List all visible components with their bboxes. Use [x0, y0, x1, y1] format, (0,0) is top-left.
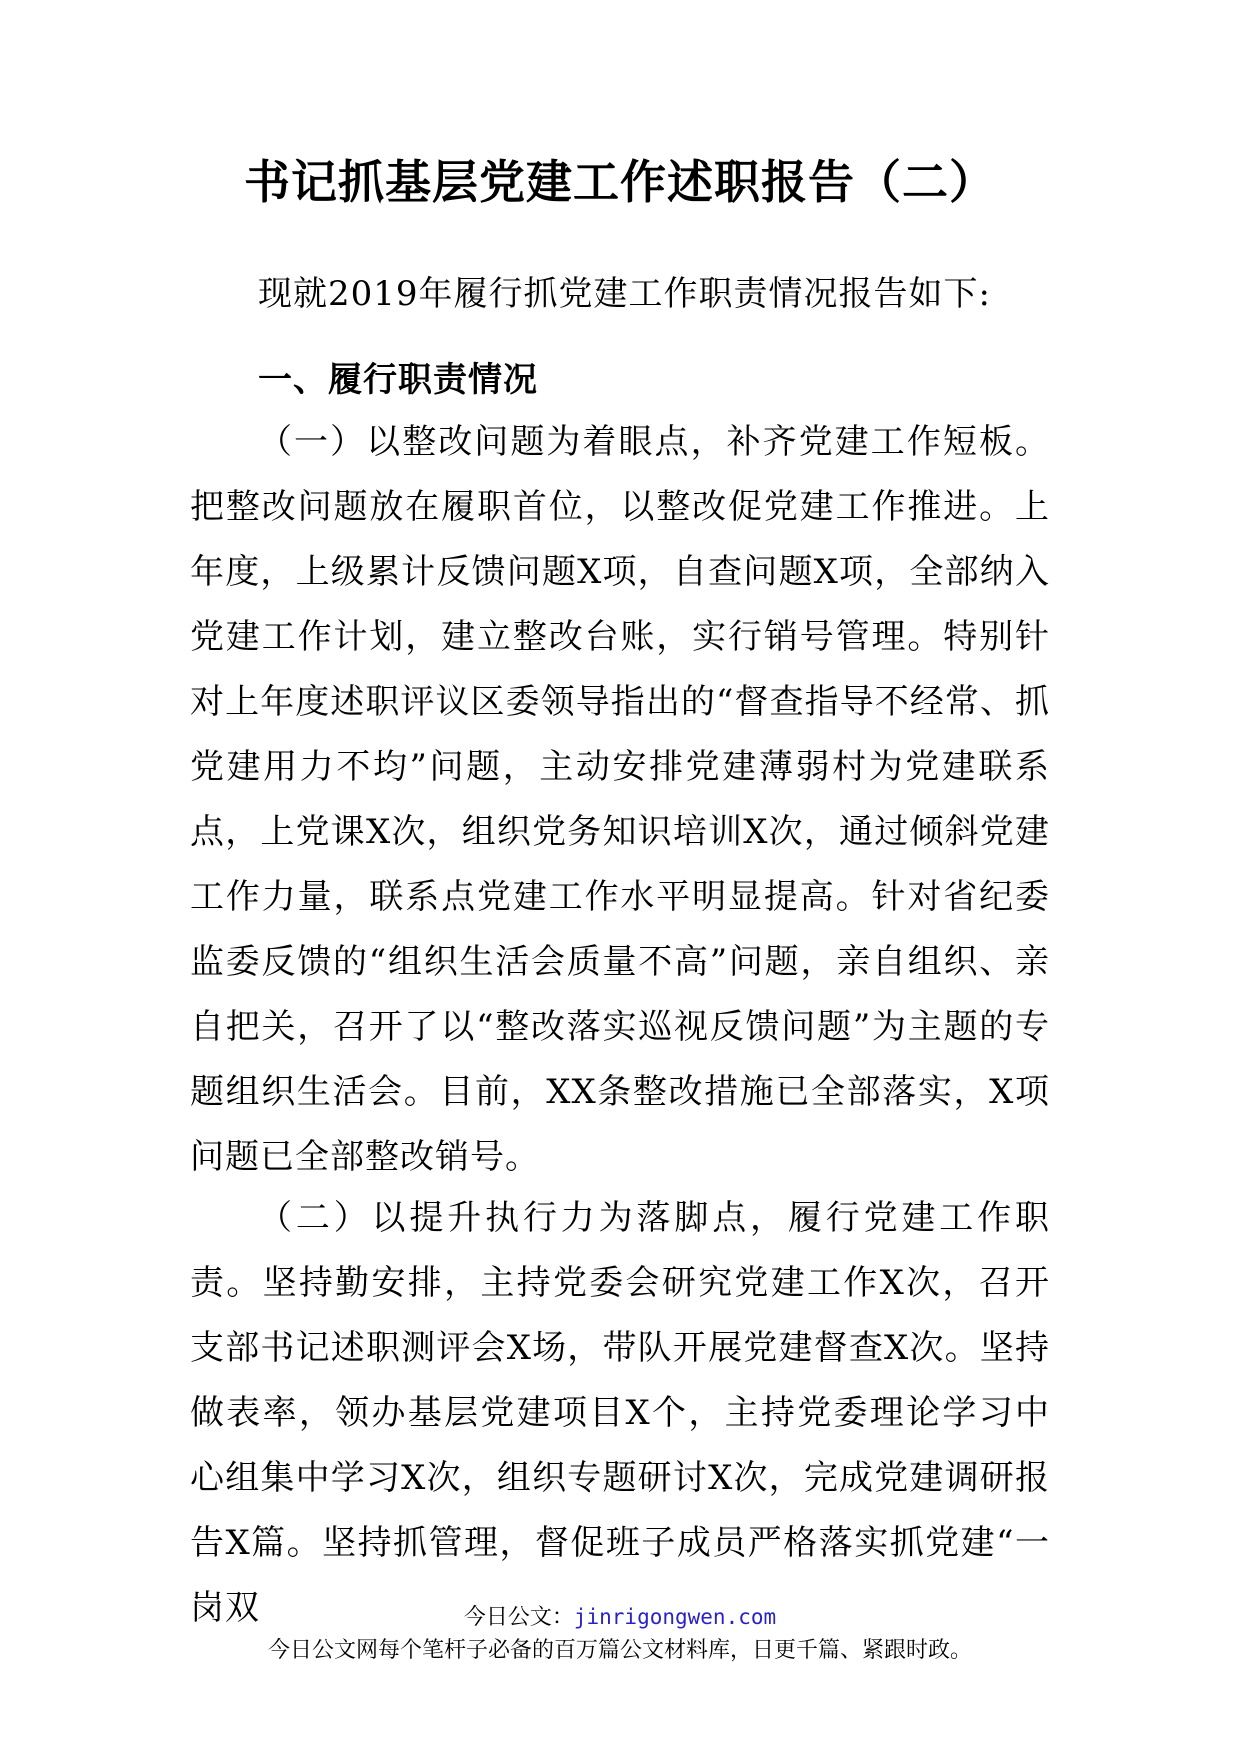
paragraph-1: （一）以整改问题为着眼点，补齐党建工作短板。把整改问题放在履职首位，以整改促党建工作推进。上年度，上级累计反馈问题X项，自查问题X项，全部纳入党建工作计划，建立整改台账，实行销号管理。特别针对上年度述职评议区委领导指出的“督查指导不经常、抓党建用力不均”问题，主动安排党建薄弱村为党建联系点，上党课X次，组织党务知识培训X次，通过倾斜党建工作力量，联系点党建工作水平明显提高。针对省纪委监委反馈的“组织生活会质量不高”问题，亲自组织、亲自把关，召开了以“整改落实巡视反馈问题”为主题的专题组织生活会。目前，XX条整改措施已全部落实，X项问题已全部整改销号。 — [190, 422, 1050, 1177]
document-title: 书记抓基层党建工作述职报告（二） — [244, 155, 996, 209]
footer-label: 今日公文： — [463, 1605, 574, 1630]
footer-source-line — [0, 1602, 1240, 1633]
intro-paragraph: 现就2019年履行抓党建工作职责情况报告如下: — [258, 274, 991, 314]
footer-slogan: 今日公文网每个笔杆子必备的百万篇公文材料库，日更千篇、紧跟时政。 — [267, 1638, 972, 1663]
footer-url-link[interactable]: jinrigongwen.com — [573, 1605, 777, 1629]
section-heading: 一、履行职责情况 — [258, 360, 538, 400]
paragraph-2: （二）以提升执行力为落脚点，履行党建工作职责。坚持勤安排，主持党委会研究党建工作X次，召开支部书记述职测评会X场，带队开展党建督查X次。坚持做表率，领办基层党建项目X个，主持党委理论学习中心组集中学习X次，组织专题研讨X次，完成党建调研报告X篇。坚持抓管理，督促班子成员严格落实抓党建“一岗双 — [190, 1198, 1050, 1628]
